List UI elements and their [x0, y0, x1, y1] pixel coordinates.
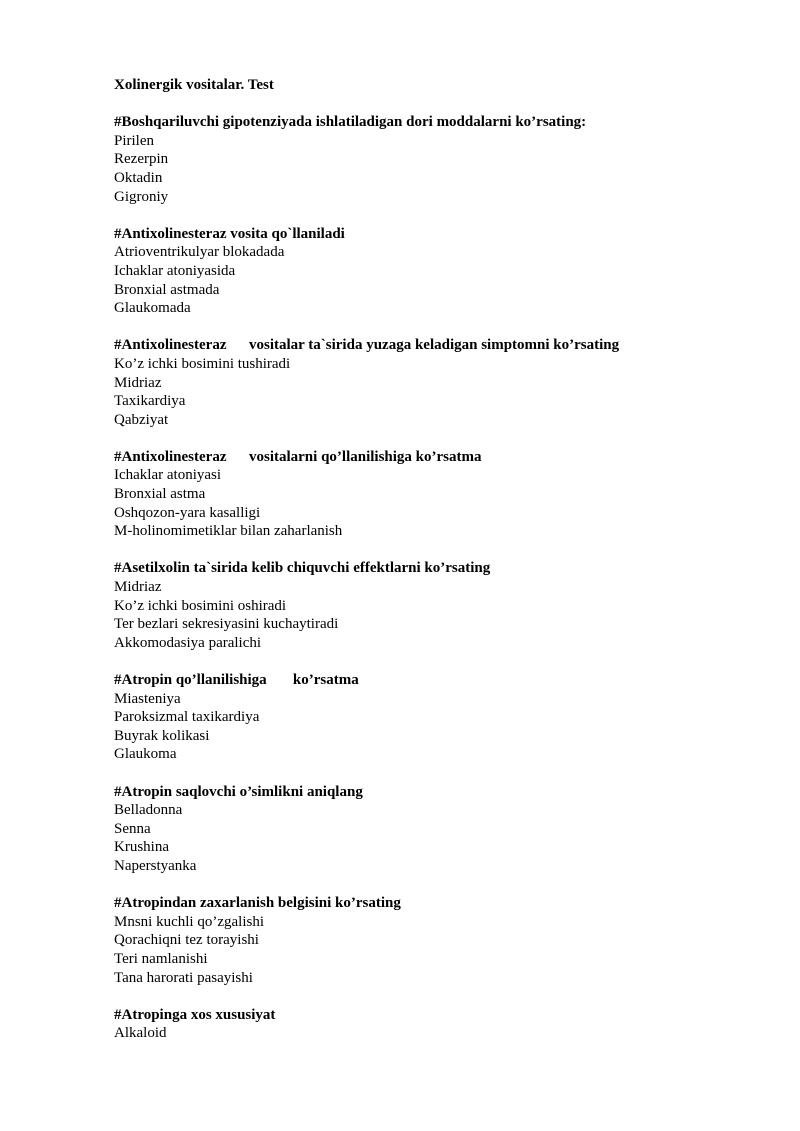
answer-option: Taxikardiya	[114, 393, 186, 410]
answer-option: Oshqozon-yara kasalligi	[114, 504, 261, 521]
answer-option: Ko’z ichki bosimini tushiradi	[114, 355, 291, 372]
document-page	[114, 76, 734, 1061]
answer-option: Rezerpin	[114, 151, 169, 168]
answer-option: M-holinomimetiklar bilan zaharlanish	[114, 523, 343, 540]
question-3	[114, 336, 734, 429]
question-text: #Atropinga xos xususiyat	[114, 1006, 276, 1023]
answer-option: Akkomodasiya paralichi	[114, 634, 262, 651]
question-4	[114, 448, 734, 541]
answer-option: Pirilen	[114, 132, 154, 149]
answer-option: Glaukoma	[114, 746, 177, 763]
answer-option: Ter bezlari sekresiyasini kuchaytiradi	[114, 616, 339, 633]
answer-option: Belladonna	[114, 802, 183, 819]
answer-option: Glaukomada	[114, 300, 191, 317]
answer-option: Ichaklar atoniyasi	[114, 467, 222, 484]
question-text: #Atropin saqlovchi o’simlikni aniqlang	[114, 783, 363, 800]
answer-option: Miasteniya	[114, 690, 181, 707]
question-9	[114, 1006, 734, 1043]
answer-option: Paroksizmal taxikardiya	[114, 709, 260, 726]
question-text: #Atropin qo’llanilishiga ko’rsatma	[114, 672, 359, 688]
answer-option: Ko’z ichki bosimini oshiradi	[114, 597, 287, 614]
answer-option: Alkaloid	[114, 1025, 167, 1042]
answer-option: Mnsni kuchli qo’zgalishi	[114, 913, 264, 930]
answer-option: Gigroniy	[114, 188, 169, 205]
answer-option: Midriaz	[114, 374, 162, 391]
answer-option: Naperstyanka	[114, 857, 197, 874]
answer-option: Senna	[114, 820, 151, 837]
question-text: #Antixolinesteraz vositalarni qo’llanilishiga ko’rsatma	[114, 448, 482, 465]
answer-option: Bronxial astmada	[114, 281, 220, 298]
answer-option: Midriaz	[114, 579, 162, 596]
answer-option: Teri namlanishi	[114, 950, 208, 967]
question-6	[114, 671, 734, 764]
answer-option: Qorachiqni tez torayishi	[114, 932, 259, 949]
question-7	[114, 783, 734, 876]
answer-option: Buyrak kolikasi	[114, 727, 210, 744]
question-text: #Antixolinesteraz vosita qo`llaniladi	[114, 225, 345, 242]
answer-option: Qabziyat	[114, 411, 169, 428]
question-text: #Atropindan zaxarlanish belgisini ko’rsating	[114, 895, 401, 912]
question-2	[114, 225, 734, 318]
answer-option: Krushina	[114, 839, 169, 856]
document-title: Xolinergik vositalar. Test	[114, 77, 274, 93]
answer-option: Atrioventrikulyar blokadada	[114, 244, 285, 261]
question-1	[114, 113, 734, 206]
answer-option: Tana harorati pasayishi	[114, 969, 253, 986]
question-text: #Antixolinesteraz vositalar ta`sirida yuzaga keladigan simptomni ko’rsating	[114, 337, 620, 354]
answer-option: Ichaklar atoniyasida	[114, 262, 236, 279]
question-5	[114, 559, 734, 652]
answer-option: Oktadin	[114, 169, 163, 186]
question-text: #Asetilxolin ta`sirida kelib chiquvchi effektlarni ko’rsating	[114, 560, 491, 577]
question-8	[114, 894, 734, 987]
question-text: #Boshqariluvchi gipotenziyada ishlatiladigan dori moddalarni ko’rsating:	[114, 114, 587, 131]
answer-option: Bronxial astma	[114, 486, 206, 503]
